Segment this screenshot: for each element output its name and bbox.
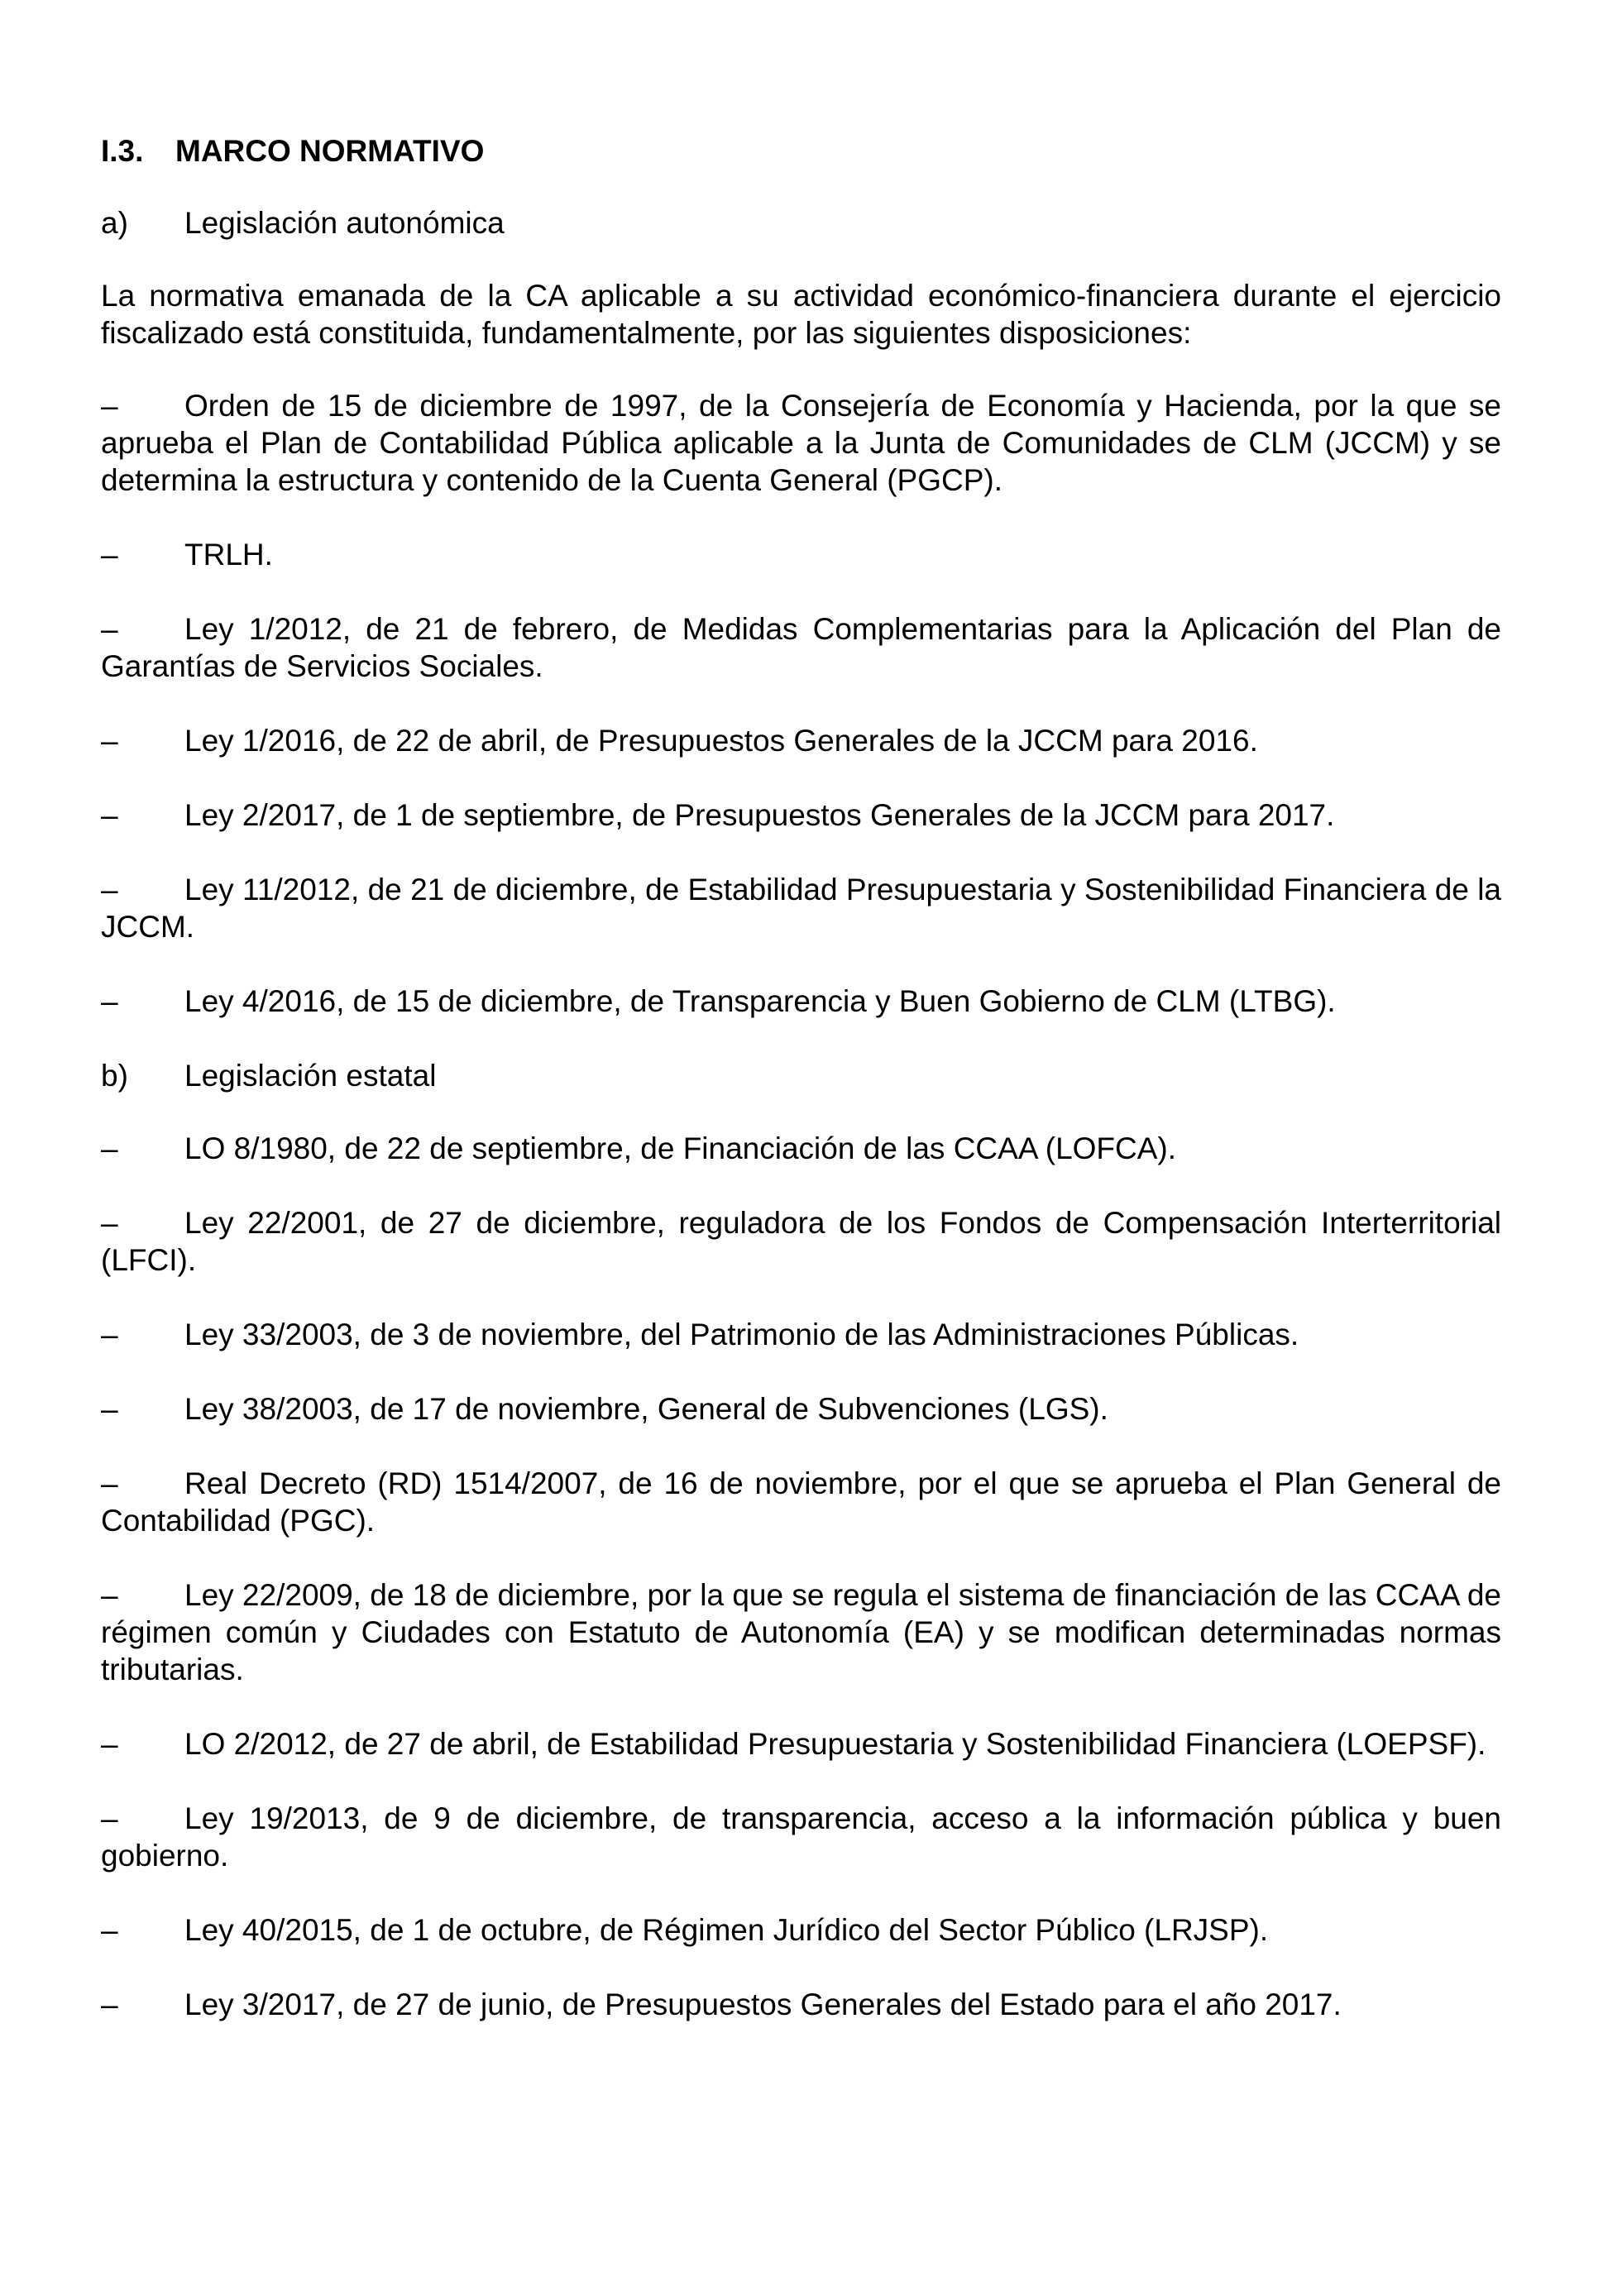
- list-item-text: Ley 11/2012, de 21 de diciembre, de Estabilidad Presupuestaria y Sostenibilidad Financiera de la JCCM.: [101, 873, 1501, 944]
- list-item: [101, 1911, 1501, 1949]
- subheading-autonomica: [101, 204, 1501, 242]
- document-page: [101, 132, 1501, 2060]
- section-title-text: MARCO NORMATIVO: [175, 134, 485, 168]
- dash-bullet: –: [101, 1987, 118, 2021]
- list-item-text: Ley 33/2003, de 3 de noviembre, del Patrimonio de las Administraciones Públicas.: [184, 1318, 1299, 1351]
- list-item: [101, 983, 1501, 1020]
- dash-bullet: –: [101, 1578, 118, 1612]
- list-item: [101, 1576, 1501, 1688]
- dash-bullet: –: [101, 984, 118, 1018]
- list-item-text: LO 8/1980, de 22 de septiembre, de Financiación de las CCAA (LOFCA).: [184, 1131, 1177, 1165]
- list-item: [101, 536, 1501, 573]
- dash-bullet: –: [101, 389, 118, 423]
- subheading-estatal: [101, 1057, 1501, 1094]
- list-item: [101, 871, 1501, 945]
- list-item-text: Ley 38/2003, de 17 de noviembre, General de Subvenciones (LGS).: [184, 1392, 1108, 1426]
- list-item: [101, 1800, 1501, 1874]
- section-title: [101, 132, 1501, 170]
- subheading-text: Legislación autonómica: [184, 206, 505, 240]
- list-item: [101, 1204, 1501, 1279]
- list-item-text: Ley 2/2017, de 1 de septiembre, de Presupuestos Generales de la JCCM para 2017.: [184, 798, 1335, 832]
- list-item: [101, 1130, 1501, 1167]
- list-item-text: Ley 22/2009, de 18 de diciembre, por la que se regula el sistema de financiación de las CCAA de régimen común y Ciudades con Estatuto de Autonomía (EA) y se modifican determinadas normas tributarias.: [101, 1578, 1501, 1686]
- subheading-text: Legislación estatal: [184, 1059, 437, 1093]
- list-item: [101, 722, 1501, 759]
- dash-bullet: –: [101, 612, 118, 646]
- list-item-text: TRLH.: [184, 538, 273, 572]
- dash-bullet: –: [101, 798, 118, 832]
- list-item: [101, 610, 1501, 685]
- list-item-text: Ley 4/2016, de 15 de diciembre, de Transparencia y Buen Gobierno de CLM (LTBG).: [184, 984, 1336, 1018]
- dash-bullet: –: [101, 1206, 118, 1240]
- dash-bullet: –: [101, 1727, 118, 1761]
- dash-bullet: –: [101, 1466, 118, 1500]
- dash-bullet: –: [101, 1913, 118, 1947]
- intro-paragraph: La normativa emanada de la CA aplicable a su actividad económico-financiera durante el ejercicio fiscalizado está constituida, fundamentalmente, por las siguientes disposiciones:: [101, 279, 1501, 350]
- list-item-text: Ley 40/2015, de 1 de octubre, de Régimen Jurídico del Sector Público (LRJSP).: [184, 1913, 1269, 1947]
- list-item: [101, 387, 1501, 499]
- dash-bullet: –: [101, 1131, 118, 1165]
- subheading-letter: b): [101, 1059, 128, 1093]
- dash-bullet: –: [101, 538, 118, 572]
- list-item: [101, 1316, 1501, 1353]
- section-number: I.3.: [101, 134, 144, 168]
- estatal-list: [101, 1130, 1501, 2023]
- list-item-text: Orden de 15 de diciembre de 1997, de la Consejería de Economía y Hacienda, por la que se aprueba el Plan de Contabilidad Pública aplicable a la Junta de Comunidades de CLM (JCCM) y se determina la estructura y contenido de la Cuenta General (PGCP).: [101, 389, 1501, 497]
- list-item: [101, 1725, 1501, 1763]
- dash-bullet: –: [101, 1318, 118, 1351]
- subheading-letter: a): [101, 206, 128, 240]
- list-item-text: Ley 1/2012, de 21 de febrero, de Medidas Complementarias para la Aplicación del Plan de Garantías de Servicios Sociales.: [101, 612, 1501, 683]
- autonomica-list: [101, 387, 1501, 1020]
- list-item-text: LO 2/2012, de 27 de abril, de Estabilidad Presupuestaria y Sostenibilidad Financiera (LOEPSF).: [184, 1727, 1486, 1761]
- list-item-text: Ley 1/2016, de 22 de abril, de Presupuestos Generales de la JCCM para 2016.: [184, 724, 1258, 758]
- list-item-text: Real Decreto (RD) 1514/2007, de 16 de noviembre, por el que se aprueba el Plan General de Contabilidad (PGC).: [101, 1466, 1501, 1538]
- list-item-text: Ley 3/2017, de 27 de junio, de Presupuestos Generales del Estado para el año 2017.: [184, 1987, 1342, 2021]
- list-item: [101, 796, 1501, 834]
- list-item: [101, 1986, 1501, 2023]
- dash-bullet: –: [101, 1392, 118, 1426]
- list-item: [101, 1465, 1501, 1539]
- list-item-text: Ley 22/2001, de 27 de diciembre, reguladora de los Fondos de Compensación Interterritorial (LFCI).: [101, 1206, 1501, 1277]
- list-item-text: Ley 19/2013, de 9 de diciembre, de transparencia, acceso a la información pública y buen gobierno.: [101, 1801, 1501, 1873]
- list-item: [101, 1390, 1501, 1428]
- dash-bullet: –: [101, 1801, 118, 1835]
- dash-bullet: –: [101, 873, 118, 906]
- dash-bullet: –: [101, 724, 118, 758]
